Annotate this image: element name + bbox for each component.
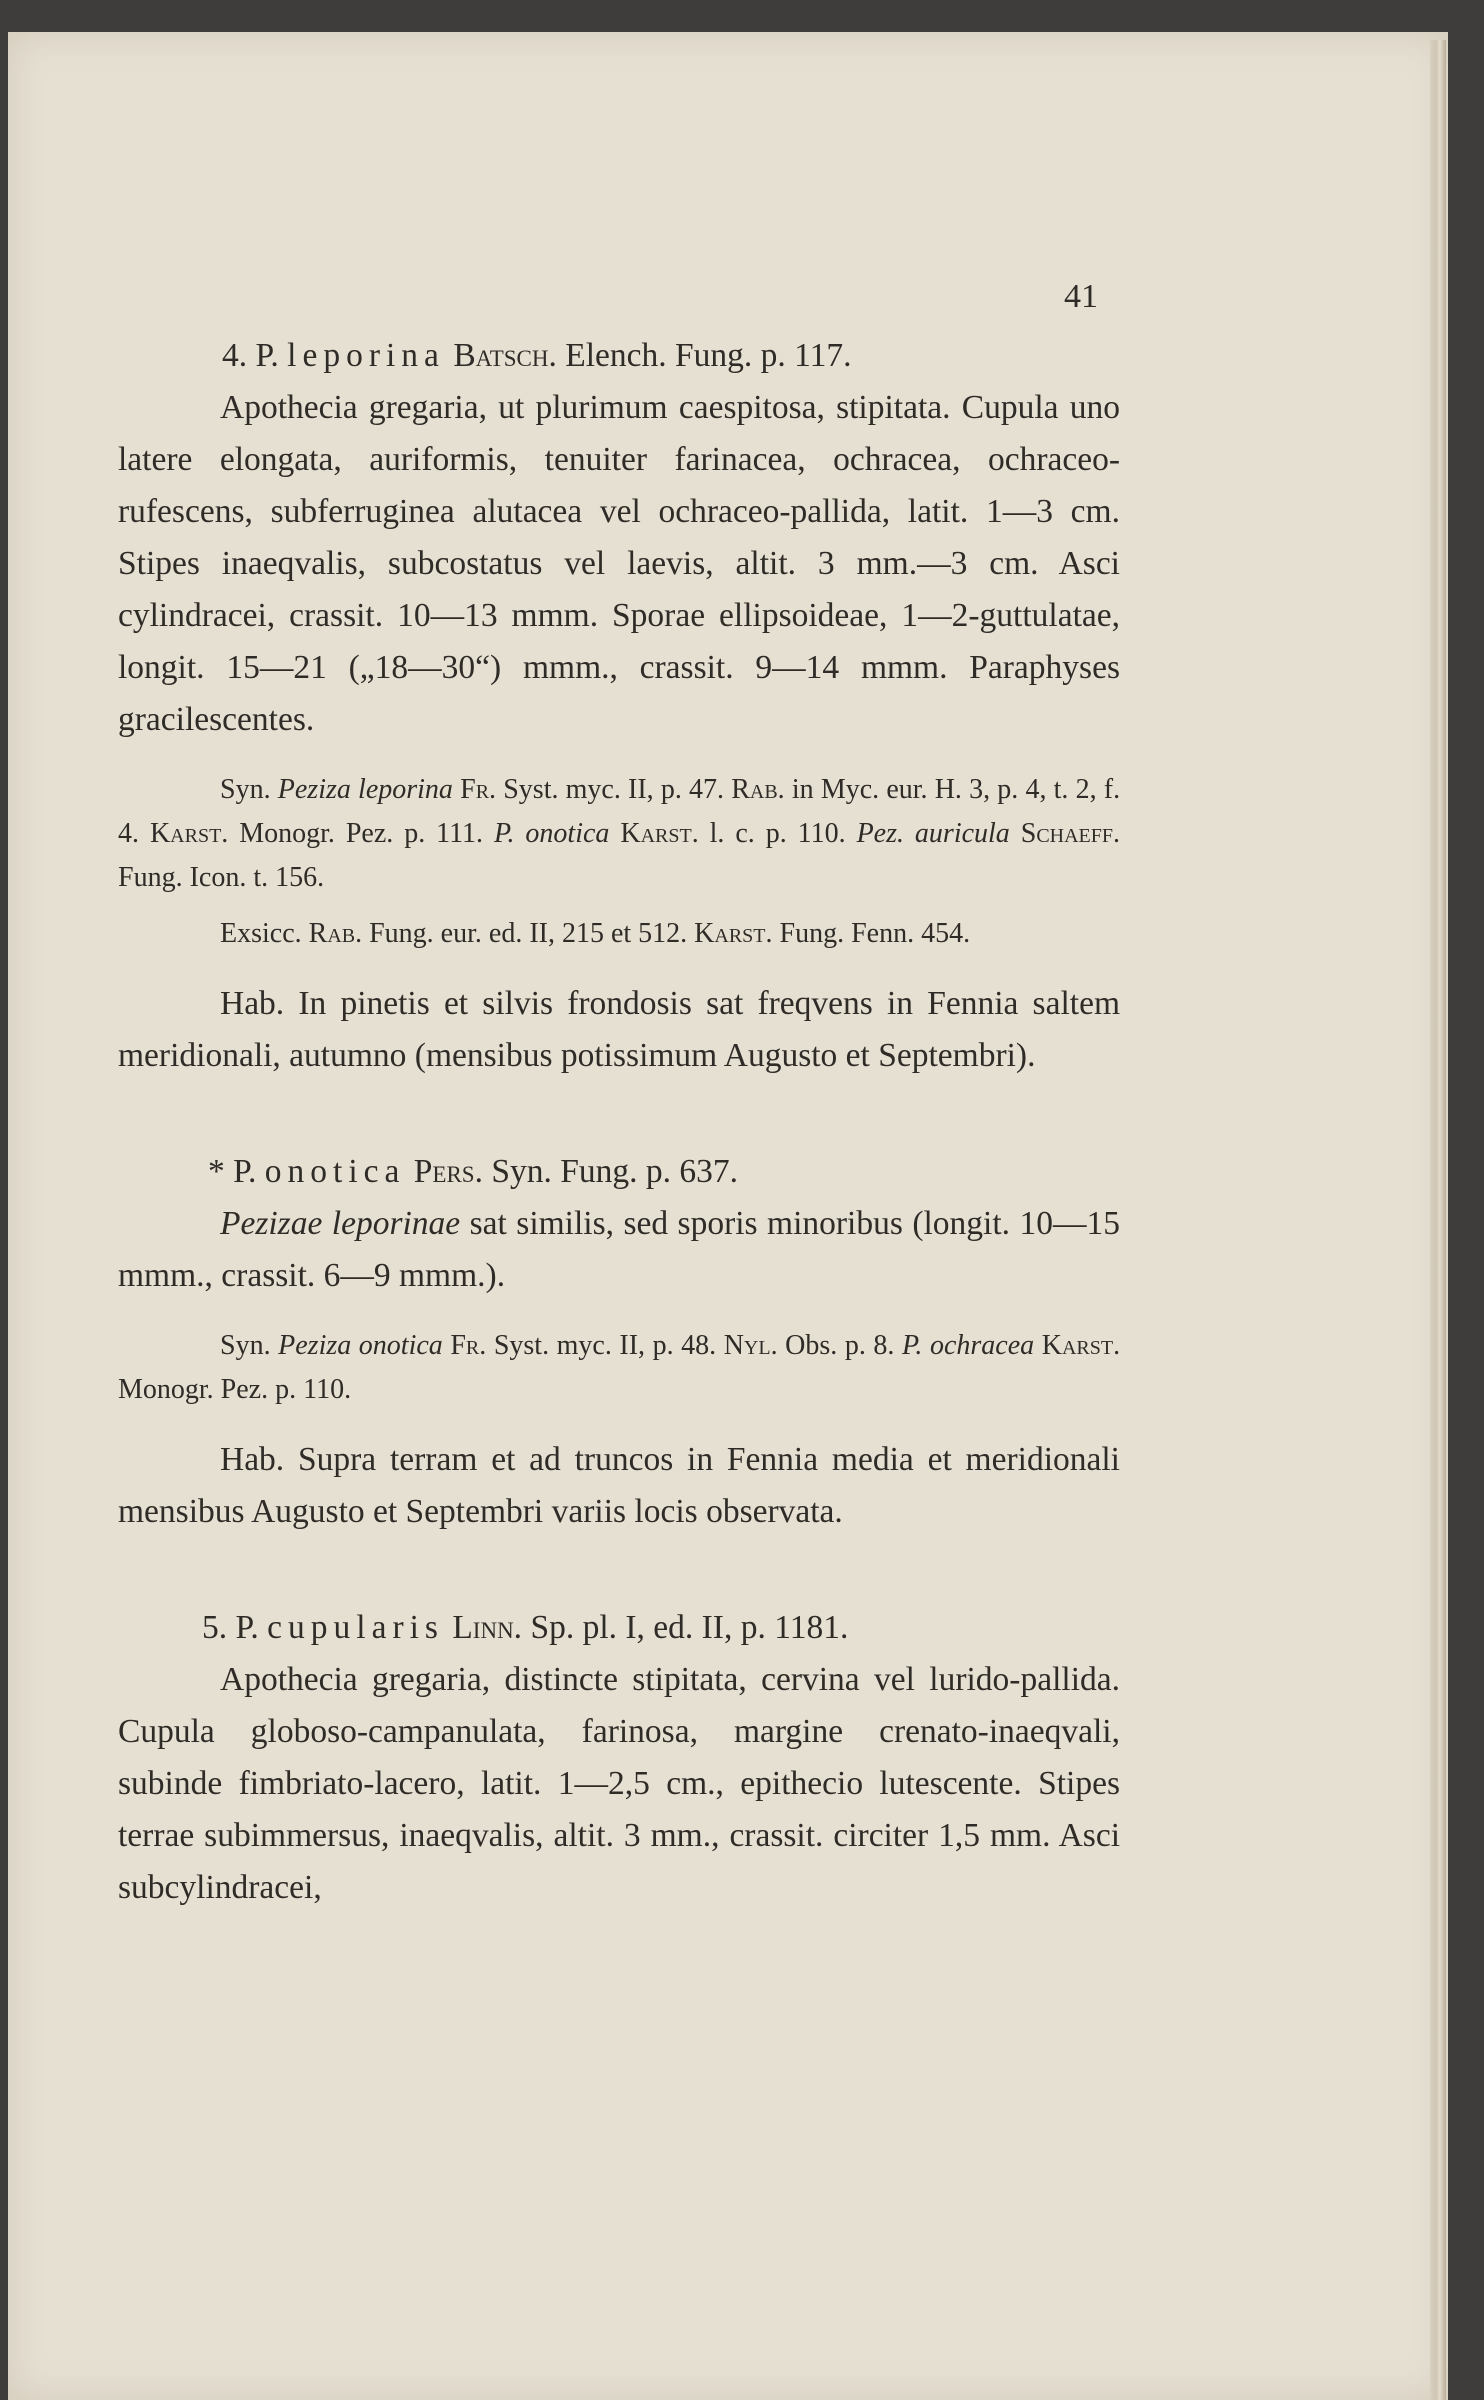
species-4-citation: Elench. Fung. p. 117. xyxy=(565,337,852,374)
species-5-heading xyxy=(118,1602,1120,1654)
variety-desc-rest: sat similis, sed sporis minoribus (longit. 10—15 mmm., crassit. 6—9 mmm.). xyxy=(118,1205,1120,1294)
species-5-number: 5. P. xyxy=(202,1609,259,1646)
species-4-habitat: Hab. In pinetis et silvis frondosis sat freqvens in Fennia saltem meridionali, autumno (mensibus potissimum Augusto et Septembri). xyxy=(118,985,1120,1074)
exsicc-label: Exsicc. xyxy=(220,918,302,949)
species-5-citation: Sp. pl. I, ed. II, p. 1181. xyxy=(530,1609,849,1646)
species-5-description: Apothecia gregaria, distincte stipitata, cervina vel lurido-pallida. Cupula globoso-campanulata, farinosa, margine crenato-inaeqvali, subinde fimbriato-lacero, latit. 1—2,5 cm., epithecio lutescente. Stipes terrae subimmersus, inaeqvalis, altit. 3 mm., crassit. circiter 1,5 mm. Asci subcylindracei, xyxy=(118,1661,1120,1906)
variety-name: onotica xyxy=(264,1153,406,1190)
syn-author: Rab. xyxy=(731,774,785,805)
page-edge xyxy=(1430,40,1446,2400)
syn-author: Fr. xyxy=(460,774,497,805)
syn-ref: Obs. p. 8. xyxy=(785,1330,895,1361)
species-4-synonyms xyxy=(118,768,1120,900)
syn-author: Karst. xyxy=(1041,1330,1121,1361)
syn-ref: Syst. myc. II, p. 47. xyxy=(503,774,725,805)
syn-ref: Monogr. Pez. p. 111. xyxy=(239,818,484,849)
variety-citation: Syn. Fung. p. 637. xyxy=(491,1153,738,1190)
species-4-exsiccata xyxy=(118,912,1120,956)
exsicc-author: Rab. xyxy=(308,918,363,949)
syn-name: P. ochracea xyxy=(901,1330,1035,1361)
variety-onotica-heading xyxy=(118,1146,1120,1198)
syn-name: P. onotica xyxy=(494,818,610,849)
species-5-name: cupularis xyxy=(267,1609,444,1646)
variety-onotica-synonyms xyxy=(118,1324,1120,1412)
syn-label: Syn. xyxy=(220,774,271,805)
syn-ref: Monogr. Pez. p. 110. xyxy=(118,1374,352,1405)
syn-author: Schaeff. xyxy=(1020,818,1121,849)
species-4-description: Apothecia gregaria, ut plurimum caespitosa, stipitata. Cupula uno latere elongata, auriformis, tenuiter farinacea, ochracea, ochraceo-rufescens, subferruginea alutacea vel ochraceo-pallida, latit. 1—3 cm. Stipes inaeqvalis, subcostatus vel laevis, altit. 3 mm.—3 cm. Asci cylindracei, crassit. 10—13 mmm. Sporae ellipsoideae, 1—2-guttulatae, longit. 15—21 („18—30“) mmm., crassit. 9—14 mmm. Paraphyses gracilescentes. xyxy=(118,389,1120,738)
page-number: 41 xyxy=(1064,278,1098,315)
variety-number: * P. xyxy=(208,1153,257,1190)
syn-author: Karst. xyxy=(149,818,229,849)
species-5-author: Linn. xyxy=(452,1609,523,1646)
syn-ref: in Myc. eur. H. 3, p. 4, t. 2, f. 4. xyxy=(118,774,1121,849)
variety-desc-italic: Pezizae leporinae xyxy=(220,1205,461,1242)
exsicc-author: Karst. xyxy=(694,918,773,949)
syn-author: Karst. xyxy=(620,818,699,849)
species-4-heading xyxy=(118,330,1120,382)
syn-ref: Fung. Icon. t. 156. xyxy=(118,862,325,893)
syn-name: Peziza onotica xyxy=(278,1330,443,1361)
syn-label: Syn. xyxy=(220,1330,271,1361)
exsicc-ref: Fung. Fenn. 454. xyxy=(779,918,971,949)
syn-ref: Syst. myc. II, p. 48. xyxy=(493,1330,717,1361)
syn-author: Nyl. xyxy=(723,1330,778,1361)
species-4-author: Batsch. xyxy=(453,337,557,374)
species-4-number: 4. P. xyxy=(222,337,279,374)
syn-author: Fr. xyxy=(450,1330,487,1361)
exsicc-ref: Fung. eur. ed. II, 215 et 512. xyxy=(369,918,688,949)
variety-onotica-habitat: Hab. Supra terram et ad truncos in Fennia media et meridionali mensibus Augusto et Septembri variis locis observata. xyxy=(118,1441,1120,1530)
species-4-name: leporina xyxy=(287,337,445,374)
syn-ref: l. c. p. 110. xyxy=(709,818,846,849)
syn-name: Pez. auricula xyxy=(856,818,1010,849)
page-text xyxy=(118,270,1120,1914)
variety-onotica-description xyxy=(118,1198,1120,1302)
variety-author: Pers. xyxy=(413,1153,483,1190)
syn-name: Peziza leporina xyxy=(277,774,453,805)
